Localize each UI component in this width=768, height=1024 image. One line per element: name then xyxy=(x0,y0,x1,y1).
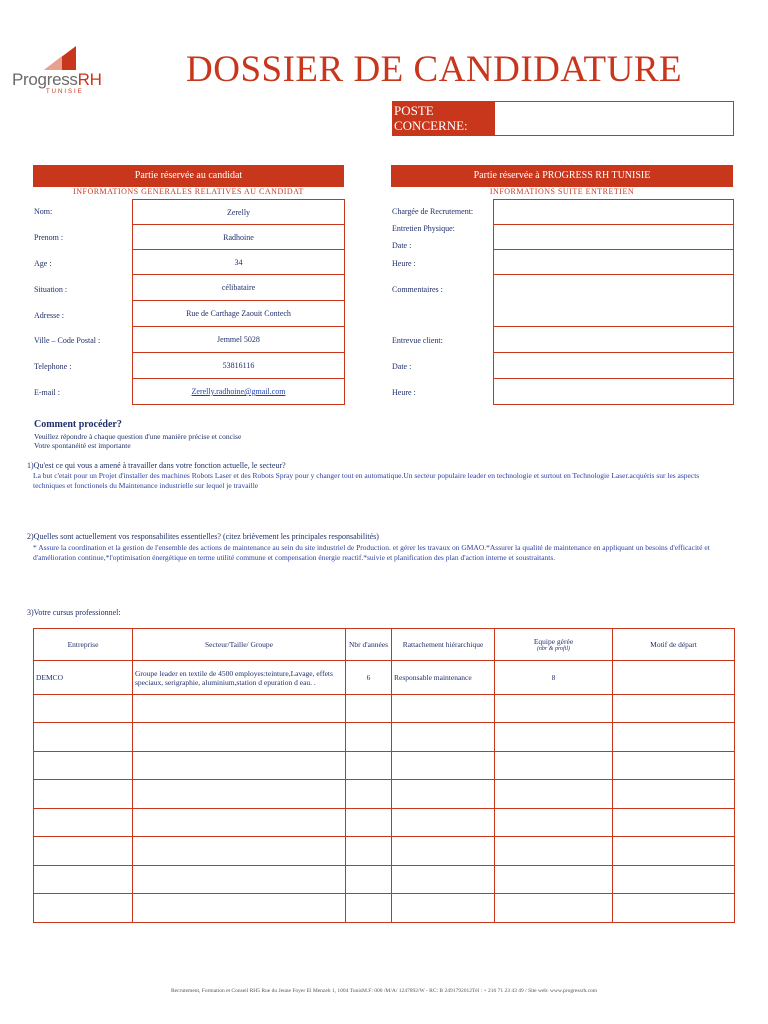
table-row xyxy=(34,752,735,780)
empty-cell[interactable] xyxy=(613,695,735,723)
empty-cell[interactable] xyxy=(34,809,133,837)
row-entreprise[interactable]: DEMCO xyxy=(34,661,133,695)
table-row xyxy=(34,837,735,866)
empty-cell[interactable] xyxy=(392,695,495,723)
header-entreprise: Entreprise xyxy=(34,629,133,661)
empty-cell[interactable] xyxy=(346,894,392,923)
empty-cell[interactable] xyxy=(613,894,735,923)
empty-cell[interactable] xyxy=(133,894,346,923)
row-rattachement[interactable]: Responsable maintenance xyxy=(392,661,495,695)
logo-subtitle: TUNISIE xyxy=(46,89,84,95)
empty-cell[interactable] xyxy=(346,866,392,894)
answer-1[interactable]: La but c'etait pour un Projet d'installer des machines Robots Laser et des Robots Spray pour y changer tout en automatique.Un secteur populaire leader en technologie et surtout en Technologie Laser.acquéris sur les aspects techniques et fonctionels du Maintenance industrielle sur lequel je travaille xyxy=(33,471,700,490)
age-label: Age : xyxy=(34,259,52,268)
empty-cell[interactable] xyxy=(34,723,133,752)
empty-cell[interactable] xyxy=(613,723,735,752)
empty-cell[interactable] xyxy=(133,723,346,752)
empty-cell[interactable] xyxy=(133,866,346,894)
heure2-field[interactable] xyxy=(493,378,734,405)
row-nbr-annees[interactable]: 6 xyxy=(346,661,392,695)
empty-cell[interactable] xyxy=(34,894,133,923)
question-3: 3)Votre cursus professionnel: xyxy=(27,608,121,617)
row-secteur[interactable]: Groupe leader en textile de 4500 employes:teinture,Lavage, effets speciaux, serigraphie, aluminium,station d epuration d eau. . xyxy=(133,661,346,695)
table-row xyxy=(34,894,735,923)
empty-cell[interactable] xyxy=(495,894,613,923)
header-secteur: Secteur/Taille/ Groupe xyxy=(133,629,346,661)
empty-cell[interactable] xyxy=(346,809,392,837)
adresse-label: Adresse : xyxy=(34,311,64,320)
adresse-field[interactable]: Rue de Carthage Zaouit Contech xyxy=(132,300,345,327)
poste-label: POSTE CONCERNE: xyxy=(392,101,494,136)
ville-field[interactable]: Jemmel 5028 xyxy=(132,326,345,353)
progress-section-bar: Partie réservée à PROGRESS RH TUNISIE xyxy=(391,165,733,187)
header-equipe-label: Equipe gérée xyxy=(533,637,574,646)
instructions-title: Comment procéder? xyxy=(34,419,122,430)
header-motif: Motif de départ xyxy=(613,629,735,661)
empty-cell[interactable] xyxy=(613,752,735,780)
table-row xyxy=(34,809,735,837)
empty-cell[interactable] xyxy=(133,837,346,866)
empty-cell[interactable] xyxy=(495,837,613,866)
candidate-section-bar: Partie réservée au candidat xyxy=(33,165,344,187)
table-header-row xyxy=(34,629,735,661)
situation-label: Situation : xyxy=(34,285,68,294)
entretien-label: Entretien Physique: xyxy=(392,224,455,233)
ville-label: Ville – Code Postal : xyxy=(34,336,101,345)
candidate-subhead: INFORMATIONS GENERALES RELATIVES AU CANDIDAT xyxy=(73,187,304,196)
empty-cell[interactable] xyxy=(34,752,133,780)
empty-cell[interactable] xyxy=(346,752,392,780)
question-2: 2)Quelles sont actuellement vos responsabilites essentielles? (citez brièvement les principales responsabilités) xyxy=(27,532,379,541)
empty-cell[interactable] xyxy=(133,809,346,837)
empty-cell[interactable] xyxy=(346,695,392,723)
empty-cell[interactable] xyxy=(495,723,613,752)
instructions-line1: Veuillez répondre à chaque question d'une manière précise et concise xyxy=(34,432,242,441)
email-label: E-mail : xyxy=(34,388,60,397)
poste-input[interactable] xyxy=(494,101,734,136)
logo-swoosh-icon xyxy=(42,44,76,72)
situation-field[interactable]: célibataire xyxy=(132,274,345,301)
empty-cell[interactable] xyxy=(613,780,735,809)
career-table xyxy=(33,628,735,923)
empty-cell[interactable] xyxy=(346,837,392,866)
commentaires-label: Commentaires : xyxy=(392,285,443,294)
empty-cell[interactable] xyxy=(133,695,346,723)
empty-cell[interactable] xyxy=(346,723,392,752)
empty-cell[interactable] xyxy=(495,866,613,894)
nom-field[interactable]: Zerelly xyxy=(132,199,345,225)
empty-cell[interactable] xyxy=(495,780,613,809)
client-field[interactable] xyxy=(493,326,734,353)
progress-subhead: INFORMATIONS SUITE ENTRETIEN xyxy=(489,187,635,196)
table-row xyxy=(34,866,735,894)
footer: Recrutement, Formation et Conseil RH5 Rue du Jeune Foyer El Menzeh 1, 1004 TunisM.F: 000 /M/A/ 1247892/W - RC: B 2491792012Tél : + 216 71 23 43 49 / Site web: www.progressrh.com xyxy=(170,988,598,994)
empty-cell[interactable] xyxy=(613,809,735,837)
header-equipe-note: (nbr & profil) xyxy=(536,646,571,652)
empty-cell[interactable] xyxy=(392,780,495,809)
nom-label: Nom: xyxy=(34,207,53,216)
header-equipe xyxy=(495,629,613,661)
empty-cell[interactable] xyxy=(495,695,613,723)
date1-label: Date : xyxy=(392,241,412,250)
empty-cell[interactable] xyxy=(34,695,133,723)
empty-cell[interactable] xyxy=(392,723,495,752)
telephone-label: Telephone : xyxy=(34,362,72,371)
charge-field[interactable] xyxy=(493,199,734,225)
header-nbr-annees: Nbr d'années xyxy=(346,629,392,661)
heure1-field[interactable] xyxy=(493,249,734,275)
empty-cell[interactable] xyxy=(392,894,495,923)
empty-cell[interactable] xyxy=(34,837,133,866)
empty-cell[interactable] xyxy=(34,780,133,809)
empty-cell[interactable] xyxy=(495,809,613,837)
row-equipe[interactable]: 8 xyxy=(495,661,613,695)
header-rattachement: Rattachement hiérarchique xyxy=(392,629,495,661)
client-label: Entrevue client: xyxy=(392,336,443,345)
charge-label: Chargée de Recrutement: xyxy=(392,207,474,216)
table-row xyxy=(34,695,735,723)
logo: ProgressRH xyxy=(12,70,102,89)
instructions-line2: Votre spontanéité est importante xyxy=(34,441,131,450)
empty-cell[interactable] xyxy=(34,866,133,894)
date2-label: Date : xyxy=(392,362,412,371)
telephone-field[interactable]: 53816116 xyxy=(132,352,345,379)
email-link[interactable]: Zerelly.radhoine@gmail.com xyxy=(191,387,286,396)
empty-cell[interactable] xyxy=(392,837,495,866)
question-1: 1)Qu'est ce qui vous a amené à travailler dans votre fonction actuelle, le secteur? xyxy=(27,461,286,470)
commentaires-field[interactable] xyxy=(493,274,734,327)
heure1-label: Heure : xyxy=(392,259,416,268)
page-title: DOSSIER DE CANDIDATURE xyxy=(186,49,683,90)
empty-cell[interactable] xyxy=(613,866,735,894)
empty-cell[interactable] xyxy=(495,752,613,780)
email-field[interactable] xyxy=(132,378,345,405)
empty-cell[interactable] xyxy=(392,752,495,780)
table-row xyxy=(34,780,735,809)
row-motif[interactable] xyxy=(613,661,735,695)
empty-cell[interactable] xyxy=(392,809,495,837)
prenom-label: Prenom : xyxy=(34,233,64,242)
table-row xyxy=(34,661,735,695)
empty-cell[interactable] xyxy=(133,780,346,809)
prenom-field[interactable]: Radhoine xyxy=(132,224,345,250)
empty-cell[interactable] xyxy=(346,780,392,809)
heure2-label: Heure : xyxy=(392,388,416,397)
empty-cell[interactable] xyxy=(133,752,346,780)
date1-field[interactable] xyxy=(493,224,734,250)
empty-cell[interactable] xyxy=(613,837,735,866)
empty-cell[interactable] xyxy=(392,866,495,894)
answer-2[interactable]: * Assure la coordination et la gestion de l'ensemble des actions de maintenance au sein du site industriel de Production. et gérer les travaux on GMAO.*Assurer la qualité de maintenance en appliquant un besoins d'efficacité et d'amélioration continue,*l'optimisation énergétique en terme utilité commune et compensation énergie reactif.*suivie et planification des plan d'action interne et soustraitants. xyxy=(33,543,710,562)
date2-field[interactable] xyxy=(493,352,734,379)
table-row xyxy=(34,723,735,752)
age-field[interactable]: 34 xyxy=(132,249,345,275)
